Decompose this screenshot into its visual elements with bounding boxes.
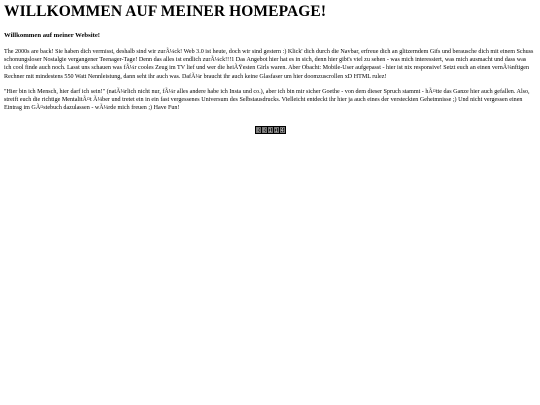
page-subtitle: Willkommen auf meiner Website!	[4, 32, 101, 39]
page	[0, 0, 540, 137]
counter-digit-3: 1	[268, 128, 272, 134]
page-title: WILLKOMMEN AUF MEINER HOMEPAGE!	[4, 3, 327, 20]
goethe-paragraph: "Hier bin ich Mensch, hier darf ich sein!" (natÃ¼rlich nicht nur, fÃ¼r alles andere habe ich Insta und co.), aber ich bin mir sicher Goethe - von dem dieser Spruch stammt - hÃ¤tte das Ganze hier auch gefallen. Also, streift euch die richtige MentalitÃ¤t Ã¼ber und tretet ein in ein fast vergessenes Universum des Selbstausdrucks. Vielleicht entdeckt ihr hier ja auch eines der versteckten Geheimnisse ;) Und nicht vergessen einen Eintrag im GÃ¤stebuch dazulassen - wÃ¼rde mich freuen ;) Have Fun!	[4, 88, 530, 112]
counter-digit-2: 0	[262, 128, 266, 134]
visitor-counter	[255, 126, 286, 134]
counter-digit-5: 4	[280, 128, 284, 134]
intro-paragraph: The 2000s are back! Sie haben dich vermisst, deshalb sind wir zurÃ¼ck! Web 3.0 ist heute, doch wir sind gestern :) Klick' dich durch die Navbar, erfreue dich an glitzerndem Gifs und berausche dich mit einem Schuss schonungsloser Nostalgie vergangener Teenager-Tage! Denn das alles ist endlich zurÃ¼ck!!!1 Das Angebot hier hat es in sich, denn hier gibt's viel zu sehen - was mich interessiert, was mich ausmacht und dass was ich cool finde auch noch. Lasst uns schauen was fÃ¼r cooles Zeug im TV lief und wer die heiÃŸesten Girls waren. Aber Obacht: Mobile-User aufgepasst - hier ist nix responsive! Setzt euch an einen vernÃ¼nftigen Rechner mit mindestens 550 Watt Nennleistung, dann seht ihr auch was. DafÃ¼r braucht ihr auch keine Glasfaser um hier doomzuscrollen xD HTML rulez!	[4, 49, 534, 80]
visitor-counter-wrap	[4, 119, 536, 137]
counter-digit-1: 0	[256, 128, 260, 134]
counter-digit-4: 1	[274, 128, 278, 134]
